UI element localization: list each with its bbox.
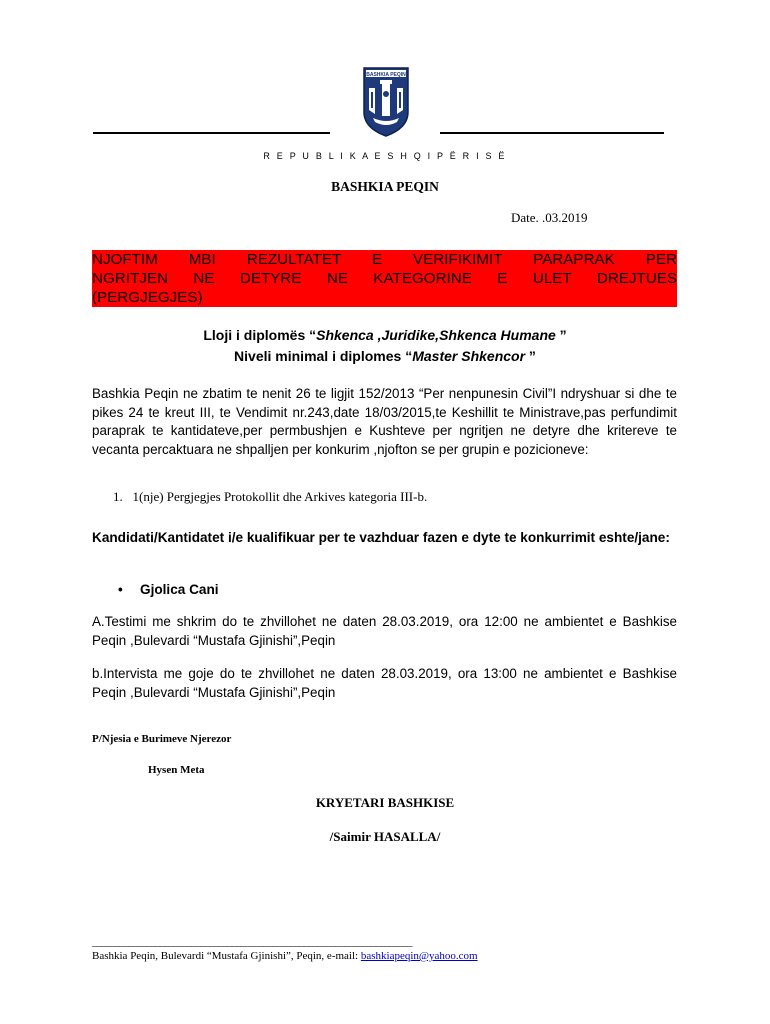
diploma-type-value: Shkenca ,Juridike,Shkenca Humane — [316, 327, 556, 343]
republic-heading: R E P U B L I K A E S H Q I P Ë R I S Ë — [263, 151, 507, 161]
footer-address-text: Bashkia Peqin, Bulevardi “Mustafa Gjinishi”, Peqin, e-mail: — [92, 950, 361, 962]
written-test-info: A.Testimi me shkrim do te zhvillohet ne daten 28.03.2019, ora 12:00 ne ambientet e Bashkise Peqin ,Bulevardi “Mustafa Gjinishi”,Peqin — [92, 614, 677, 648]
hr-unit-person: Hysen Meta — [148, 764, 205, 776]
notice-title-line-1: NJOFTIM MBI REZULTATET E VERIFIKIMIT PARAPRAK PER — [92, 251, 677, 268]
header-rule-left — [93, 132, 330, 134]
diploma-level-value: Master Shkencor — [412, 348, 526, 364]
mayor-title: KRYETARI BASHKISE — [315, 795, 455, 810]
notice-title-line-3: (PERGJEGJES) — [92, 289, 203, 306]
position-list-item — [113, 489, 427, 505]
bullet-icon: • — [118, 582, 123, 597]
intro-paragraph: Bashkia Peqin ne zbatim te nenit 26 te ligjit 152/2013 “Per nenpunesin Civil”I ndryshuar si dhe te pikes 24 te kreut III, te Vendimit nr.243,date 18/03/2015,te Keshillit te Ministrave,pas perfundimit paraprak te kantidateve,per permbushjen e Kushteve per ngritjen ne detyre dhe kritereve te vecanta percaktuara ne shpalljen per konkurim ,njofton se per grupin e pozicioneve: — [92, 386, 677, 457]
qualified-candidates-heading: Kandidati/Kantidatet i/e kualifikuar per te vazhduar fazen e dyte te konkurrimit eshte/jane: — [92, 530, 670, 545]
mayor-name: /Saimir HASALLA/ — [329, 829, 441, 844]
diploma-requirements — [0, 325, 770, 367]
footer-email-link[interactable]: bashkiapeqin@yahoo.com — [360, 950, 478, 962]
interview-info: b.Intervista me goje do te zhvillohet ne daten 28.03.2019, ora 13:00 ne ambientet e Bashkise Peqin ,Bulevardi “Mustafa Gjinishi”,Peqin — [92, 666, 677, 700]
footer-address — [92, 950, 478, 962]
notice-title-line-2: NGRITJEN NE DETYRE NE KATEGORINE E ULET DREJTUES — [92, 270, 677, 287]
candidate-list-item — [118, 582, 219, 597]
notice-title — [92, 250, 677, 307]
crest-text: BASHKIA PEQIN — [366, 71, 406, 78]
diploma-type — [0, 325, 770, 346]
document-date: Date. .03.2019 — [511, 210, 588, 225]
diploma-level — [0, 346, 770, 367]
hr-unit-label: P/Njesia e Burimeve Njerezor — [92, 733, 232, 745]
diploma-level-label: Niveli minimal i diplomes “ — [234, 348, 413, 364]
header-rule-right — [440, 132, 664, 134]
candidate-name: Gjolica Cani — [140, 582, 219, 597]
position-description: 1(nje) Pergjegjes Protokollit dhe Arkives kategoria III-b. — [132, 489, 428, 504]
list-number: 1. — [113, 489, 123, 504]
diploma-type-quote: ” — [555, 327, 567, 343]
municipality-crest-logo — [361, 66, 411, 138]
municipality-name: BASHKIA PEQIN — [331, 179, 439, 194]
footer-rule: _______________________________________________________________________ — [92, 936, 412, 948]
diploma-type-label: Lloji i diplomës “ — [203, 327, 317, 343]
diploma-level-quote: ” — [525, 348, 536, 364]
